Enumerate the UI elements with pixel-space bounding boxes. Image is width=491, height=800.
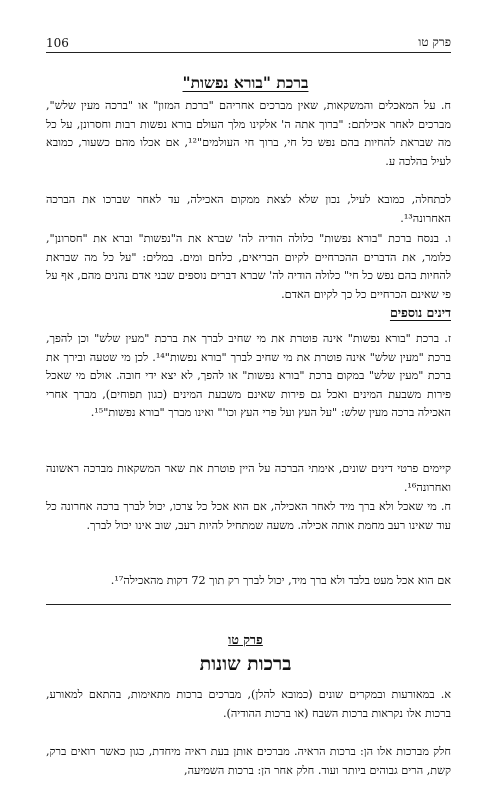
paragraph-halakha-v: ו. בנסח ברכת "בורא נפשות" כלולה הודיה לה' שברא את ה"נפשות" וברא את "חסרונן", כלומר, את הדברים ההכרחיים לקיום הבריאים, כלחם ומים. במלים: "על כל מה שבראת להחיות בהם נפש כל חי" כלולה הודיה לה' שברא דברים נוספים שבני אדם נהנים מהם, אף על פי שאינם הכרחיים כל כך לקיום האדם.	[46, 232, 451, 301]
section-title: ברכת "בורא נפשות"	[182, 73, 309, 92]
page-number: 106	[46, 36, 69, 50]
chapter-label: פרק טו	[228, 632, 263, 647]
chapter-header-label: פרק טו	[418, 35, 451, 49]
section-divider	[46, 604, 451, 605]
running-header	[46, 30, 451, 53]
paragraph-blessings-list: חלק מברכות אלו הן: ברכות הראיה. מברכים אותן בעת ראיה מיחדת, כגון כאשר רואים ברק, קשת, הרים גבוהים ביותר ועוד. חלק אחר הן: ברכות השמיעה,	[46, 745, 451, 777]
paragraph-72-minutes: אם הוא אכל מעט בלבד ולא ברך מיד, יכול לברך רק תוך 72 דקות מהאכילה¹⁷.	[110, 574, 451, 587]
paragraph-lechatchila: לכתחלה, כמובא לעיל, נכון שלא לצאת ממקום האכילה, עד לאחר שברכו את הברכה האחרונה¹³.	[46, 193, 451, 225]
chapter-title: ברכות שונות	[199, 653, 292, 675]
subsection-title: דינים נוספים	[389, 305, 451, 320]
paragraph-chapter-a: א. במאורעות ובמקרים שונים (כמובא להלן), מברכים ברכות מתאימות, בהתאם למאורע, ברכות אלו נקראות ברכות השבח (או ברכות ההודיה).	[46, 688, 451, 720]
paragraph-halakha-z: ז. ברכת "בורא נפשות" אינה פוטרת את מי שחיב לברך את ברכת "מעין שלש" וכן להפך, ברכת "מעין שלש" אינה פוטרת את מי שחיב לברך "בורא נפשות"¹⁴. לכן מי שטעה ובירך את ברכת "מעין שלש" במקום ברכת "בורא נפשות" או להפך, לא יצא ידי חובה. אולם מי שאכל פירות משבעת המינים ואכל גם פירות שאינם משבעת המינים (כגון תפוחים), מברך אחרי האכילה ברכה מעין שלש: "על העץ ועל פרי העץ וכו'" ואינו מברך "בורא נפשות"¹⁵.	[46, 332, 451, 420]
paragraph-halakha-ch: ח. מי שאכל ולא ברך מיד לאחר האכילה, אם הוא אכל כל צרכו, יכול לברך ברכה אחרונה כל עוד שאינו רעב מחמת אותה אכילה. משעה שמתחיל להיות רעב, שוב אינו יכול לברך.	[46, 500, 451, 532]
paragraph-wine-rules: קיימים פרטי דינים שונים, אימתי הברכה על היין פוטרת את שאר המשקאות מברכה ראשונה ואחרונה¹⁶.	[46, 462, 451, 494]
paragraph-halakha-h: ח. על המאכלים והמשקאות, שאין מברכים אחריהם "ברכת המזון" או "ברכה מעין שלש", מברכים לאחר אכילתם: "ברוך אתה ה' אלקינו מלך העולם בורא נפשות רבות וחסרונן, על כל מה שבראת להחיות בהם נפש כל חי, ברוך חי העולמים"¹², אם אכלו מהם כשעור, כמובא לעיל בהלכה ע.	[46, 99, 451, 168]
